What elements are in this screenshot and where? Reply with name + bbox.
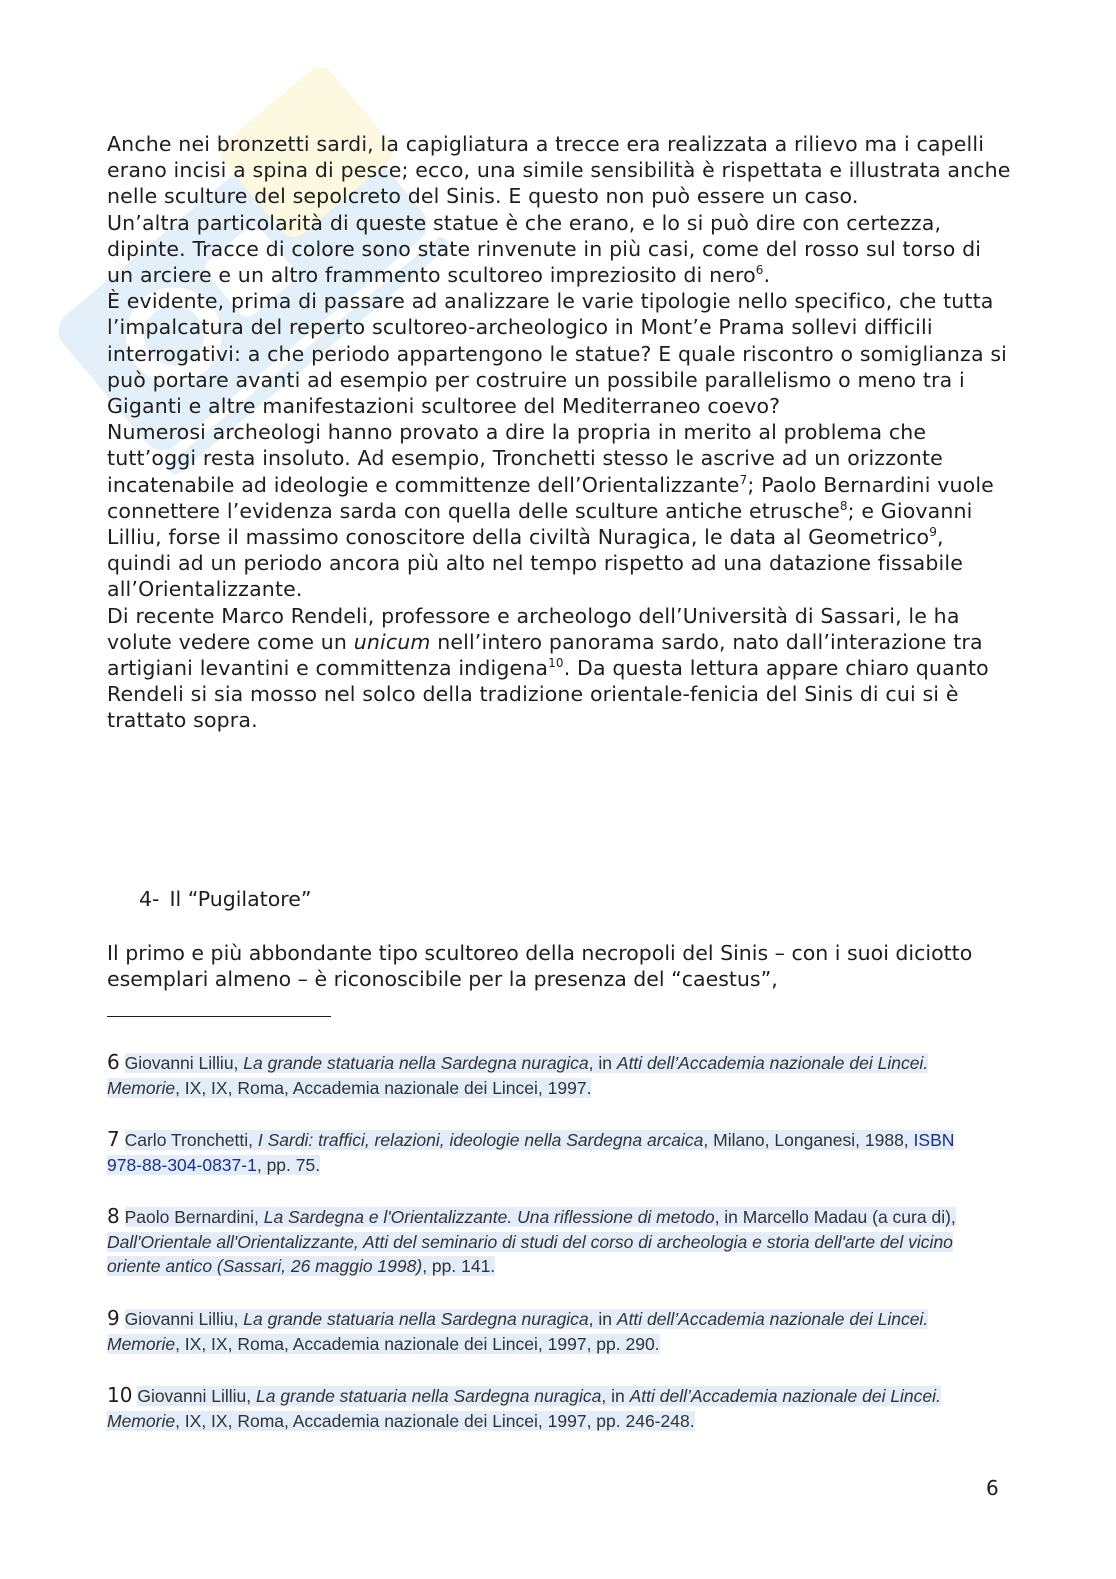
page-number: 6	[986, 1476, 999, 1500]
footnote-ref-9[interactable]: 9	[929, 525, 938, 540]
paragraph-pugilatore: Il primo e più abbondante tipo scultoreo della necropoli del Sinis – con i suoi diciotto esemplari almeno – è riconoscibile per la presenza del “caestus”,	[107, 941, 973, 992]
footnote-ref-8[interactable]: 8	[839, 499, 848, 514]
paragraph-text: Anche nei bronzetti sardi, la capigliatura a trecce era realizzata a rilievo ma i capelli erano incisi a spina di pesce; ecco, una simile sensibilità è rispettata e illustrata anche nelle sculture del sepolcreto del Sinis. E questo non può essere un caso.	[107, 132, 1011, 209]
paragraph-text: nell’intero panorama sardo, nato dall’interazione tra artigiani levantini e committenza indigena	[107, 629, 983, 681]
footnote-number: 10	[107, 1383, 133, 1407]
footnote-number: 8	[107, 1204, 120, 1228]
emphasis-unicum: unicum	[353, 629, 431, 654]
paragraph-text: Di recente Marco Rendeli, professore e archeologo dell’Università di Sassari, le ha volute vedere come un	[107, 603, 960, 654]
footnote-6	[107, 1050, 987, 1100]
footnote-text: Carlo Tronchetti, I Sardi: traffici, relazioni, ideologie nella Sardegna arcaica, Milano, Longanesi, 1988, ISBN 978-88-304-0837-1, pp. 75.	[107, 1130, 955, 1175]
footnote-text: Giovanni Lilliu, La grande statuaria nella Sardegna nuragica, in Atti dell’Accademia nazionale dei Lincei. Memorie, IX, IX, Roma, Accademia nazionale dei Lincei, 1997.	[107, 1053, 929, 1098]
paragraph-text: ; Paolo Bernardini vuole connettere l’evidenza sarda con quella delle sculture antiche etrusche	[107, 472, 994, 523]
footnote-7	[107, 1127, 987, 1177]
paragraph-dipinte	[107, 210, 1012, 289]
paragraph-text: .	[763, 263, 771, 288]
footnote-8	[107, 1204, 987, 1279]
footnote-10	[107, 1383, 987, 1433]
footnote-text: Giovanni Lilliu, La grande statuaria nella Sardegna nuragica, in Atti dell’Accademia nazionale dei Lincei. Memorie, IX, IX, Roma, Accademia nazionale dei Lincei, 1997, pp. 290.	[107, 1309, 929, 1354]
paragraph-text: . Da questa lettura appare chiaro quanto Rendeli si sia mosso nel solco della tradizione orientale-fenicia del Sinis di cui si è trattato sopra.	[107, 656, 989, 733]
footnote-ref-7[interactable]: 7	[739, 472, 748, 487]
footnote-ref-10[interactable]: 10	[548, 656, 564, 671]
paragraph-bronzetti	[107, 131, 1012, 210]
paragraph-interrogativi	[107, 288, 1012, 419]
paragraph-text: Numerosi archeologi hanno provato a dire la propria in merito al problema che tutt’oggi resta insoluto. Ad esempio, Tronchetti stesso le ascrive ad un orizzonte incatenabile ad ideologie e committenze dell’Orientalizzante	[107, 420, 943, 497]
footnote-separator	[107, 1016, 331, 1017]
paragraph-text: , quindi ad un periodo ancora più alto nel tempo rispetto ad una datazione fissabile all’Orientalizzante.	[107, 525, 963, 602]
isbn-link[interactable]: ISBN 978-88-304-0837-1	[107, 1130, 955, 1175]
footnote-9	[107, 1306, 987, 1356]
footnote-text: Paolo Bernardini, La Sardegna e l'Orientalizzante. Una riflessione di metodo, in Marcello Madau (a cura di), Dall'Orientale all'Orientalizzante, Atti del seminario di studi del corso di archeologia e storia dell'arte del vicino oriente antico (Sassari, 26 maggio 1998), pp. 141.	[107, 1207, 956, 1276]
footnote-number: 9	[107, 1306, 120, 1330]
footnote-text: Giovanni Lilliu, La grande statuaria nella Sardegna nuragica, in Atti dell’Accademia nazionale dei Lincei. Memorie, IX, IX, Roma, Accademia nazionale dei Lincei, 1997, pp. 246-248.	[107, 1386, 941, 1431]
paragraph-text: ; e Giovanni Lilliu, forse il massimo conoscitore della civiltà Nuragica, le data al Geometrico	[107, 498, 973, 550]
paragraph-archeologi	[107, 419, 1012, 602]
footnote-ref-6[interactable]: 6	[755, 263, 764, 278]
paragraph-text: È evidente, prima di passare ad analizzare le varie tipologie nello specifico, che tutta l’impalcatura del reperto scultoreo-archeologico in Mont’e Prama sollevi difficili interrogativi: a che periodo appartengono le statue? E quale riscontro o somiglianza si può portare avanti ad esempio per costruire un possibile parallelismo o meno tra i Giganti e altre manifestazioni scultoree del Mediterraneo coevo?	[107, 289, 1008, 419]
section-heading	[139, 886, 311, 912]
main-text	[107, 131, 1012, 734]
footnote-number: 6	[107, 1050, 120, 1074]
paragraph-text: Un’altra particolarità di queste statue è che erano, e lo si può dire con certezza, dipinte. Tracce di colore sono state rinvenute in più casi, come del rosso sul torso di un arciere e un altro frammento scultoreo impreziosito di nero	[107, 210, 982, 288]
footnote-number: 7	[107, 1127, 120, 1151]
paragraph-rendeli	[107, 603, 1012, 734]
section-number: 4-	[139, 887, 160, 911]
section-title: Il “Pugilatore”	[169, 887, 312, 911]
